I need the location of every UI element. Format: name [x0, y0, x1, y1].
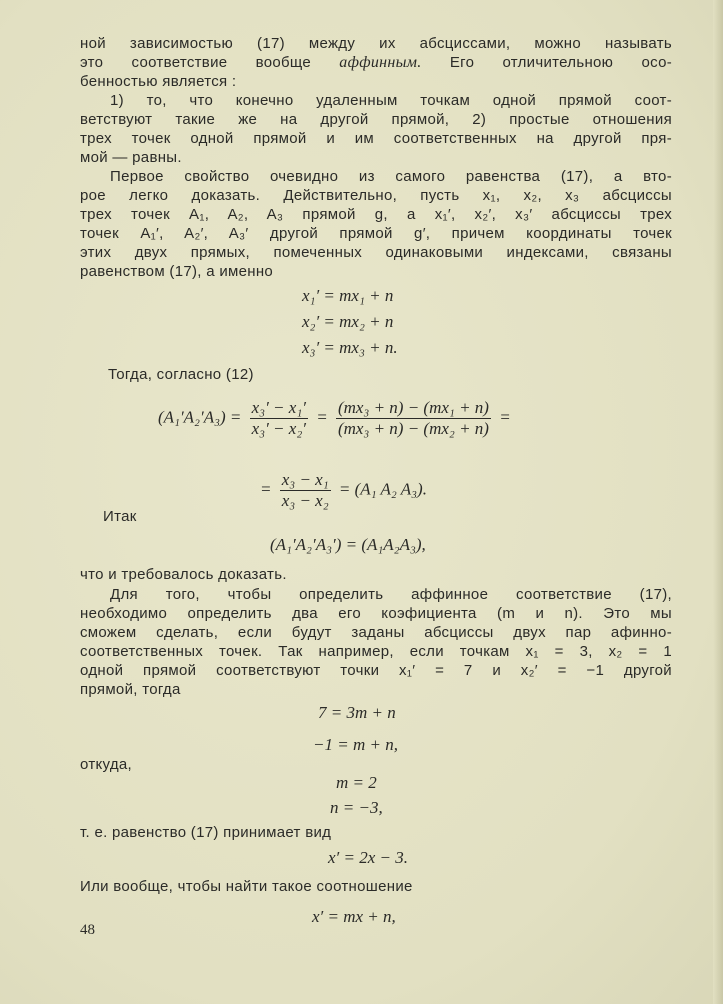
ratio-equation	[158, 398, 511, 439]
denominator: x₃ − x₂	[281, 491, 329, 510]
text-line: трех точек A₁, A₂, A₃ прямой g, а x₁′, x₂′, x₃′ абсциссы трех	[80, 206, 672, 223]
text-line: необходимо определить два его коэфициента (m и n). Это мы	[80, 605, 672, 622]
text-line: точек A₁′, A₂′, A₃′ другой прямой g′, причем координаты точек	[80, 225, 672, 242]
equals: =	[499, 407, 511, 427]
numerator: x₃′ − x₁′	[251, 398, 306, 417]
page-edge	[713, 0, 723, 1004]
text-line: прямой, тогда	[80, 681, 181, 698]
fraction	[336, 398, 491, 439]
equals: =	[316, 407, 328, 427]
text-span: Его отличительною осо-	[421, 54, 673, 71]
text-line: этих двух прямых, помеченных одинаковыми индексами, связаны	[80, 244, 672, 261]
system-equation-1: 7 = 3m + n	[318, 703, 396, 722]
solution-n: n = −3,	[330, 798, 383, 817]
text-line: трех точек одной прямой и им соответственных на другой пря-	[80, 130, 672, 147]
text-block-top	[80, 34, 672, 281]
denominator: (mx₃ + n) − (mx₂ + n)	[337, 419, 489, 438]
text-span: это соответствие вообще	[80, 54, 340, 71]
ratio-rhs: = (A₁ A₂ A₃).	[338, 479, 427, 499]
equation-2: x₂′ = mx₂ + n	[302, 312, 394, 331]
solution-m: m = 2	[336, 773, 377, 792]
result-equation: (A₁′A₂′A₃′) = (A₁A₂A₃),	[270, 535, 426, 554]
text-line: соответственных точек. Так например, если точкам x₁ = 3, x₂ = 1	[80, 643, 672, 660]
ratio-lhs: (A₁′A₂′A₃) =	[158, 407, 242, 427]
text-line: Для того, чтобы определить аффинное соответствие (17),	[110, 586, 672, 603]
text-line: ной зависимостью (17) между их абсциссами, можно называть	[80, 35, 672, 52]
text-line: бенностью является :	[80, 73, 237, 90]
general-equation: x′ = mx + n,	[312, 907, 396, 926]
text-line: сможем сделать, если будут заданы абсциссы двух пар афинно-	[80, 624, 672, 641]
text-line: мой — равны.	[80, 149, 182, 166]
fraction	[250, 398, 308, 439]
ratio-equation-2	[260, 470, 427, 511]
numerator: x₃ − x₁	[281, 470, 329, 489]
text-line: равенством (17), а именно	[80, 263, 274, 280]
text-line: Первое свойство очевидно из самого равенства (17), а вто-	[110, 168, 672, 185]
text-line: Итак	[103, 508, 137, 525]
text-block-middle	[80, 585, 672, 699]
text-line: что и требовалось доказать.	[80, 566, 287, 583]
equation-1: x₁′ = mx₁ + n	[302, 286, 394, 305]
text-line: рое легко доказать. Действительно, пусть x₁, x₂, x₃ абсциссы	[80, 187, 672, 204]
text-line: т. е. равенство (17) принимает вид	[80, 824, 332, 841]
equation-3: x₃′ = mx₃ + n.	[302, 338, 398, 357]
text-line	[80, 53, 672, 72]
text-line: одной прямой соответствуют точки x₁′ = 7 и x₂′ = −1 другой	[80, 662, 672, 679]
page-number: 48	[80, 922, 95, 938]
numerator: (mx₃ + n) − (mx₁ + n)	[337, 398, 489, 417]
text-line: Или вообще, чтобы найти такое соотношение	[80, 878, 413, 895]
fraction	[280, 470, 331, 511]
text-line: Тогда, согласно (12)	[108, 366, 254, 383]
denominator: x₃′ − x₂′	[251, 419, 306, 438]
system-equation-2: −1 = m + n,	[313, 735, 398, 754]
text-line: ветствуют такие же на другой прямой, 2) простые отношения	[80, 111, 672, 128]
text-line: 1) то, что конечно удаленным точкам одной прямой соот-	[110, 92, 672, 109]
equals: =	[260, 479, 272, 499]
final-equation: x′ = 2x − 3.	[328, 848, 409, 867]
text-line: откуда,	[80, 756, 132, 773]
term-affine: аффинным.	[339, 54, 422, 71]
